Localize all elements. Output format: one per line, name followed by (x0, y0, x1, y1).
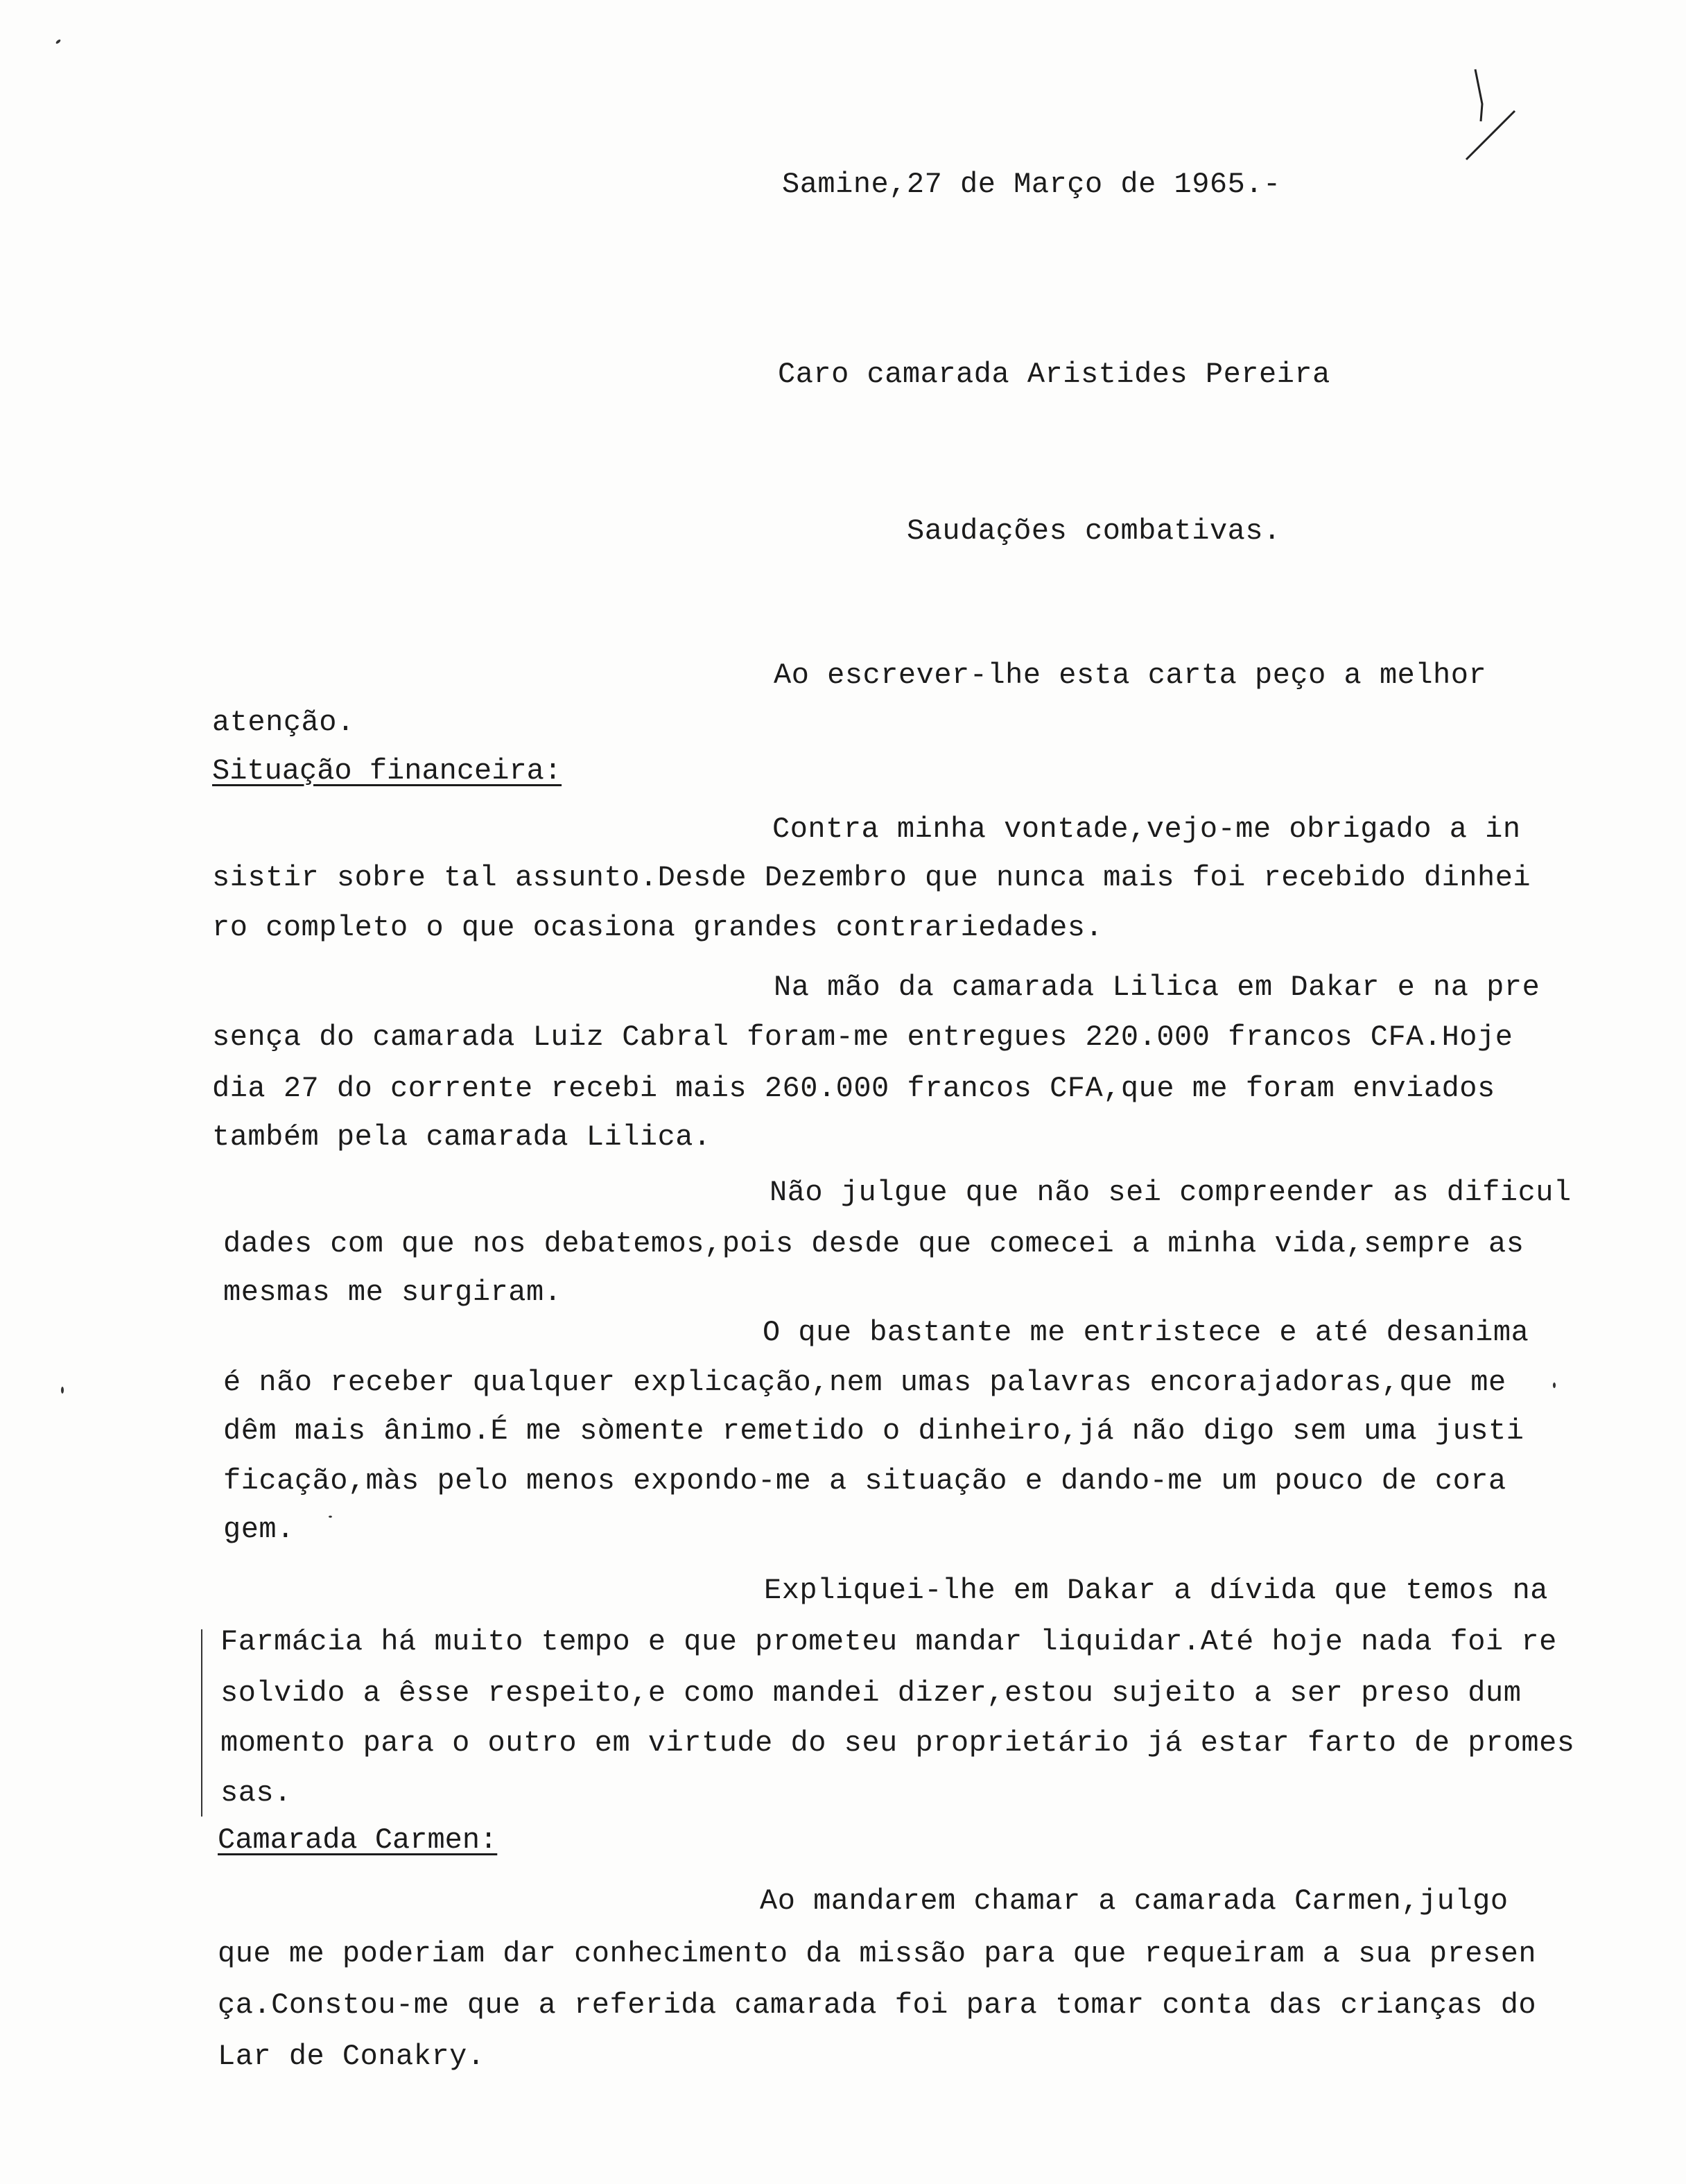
scan-speck (1553, 1383, 1556, 1388)
body-line: ro completo o que ocasiona grandes contrariedades. (212, 911, 1104, 944)
body-line: dades com que nos debatemos,pois desde que comecei a minha vida,sempre as (223, 1227, 1524, 1260)
body-line: Farmácia há muito tempo e que prometeu mandar liquidar.Até hoje nada foi re (220, 1625, 1557, 1658)
margin-bracket (201, 1629, 202, 1817)
intro-line: atenção. (212, 706, 355, 739)
body-line: gem. (223, 1513, 295, 1546)
body-line: dia 27 do corrente recebi mais 260.000 francos CFA,que me foram enviados (212, 1072, 1495, 1105)
body-line: Contra minha vontade,vejo-me obrigado a in (772, 813, 1521, 846)
intro-line: Ao escrever-lhe esta carta peço a melhor (774, 659, 1487, 692)
body-line: Na mão da camarada Lilica em Dakar e na pre (774, 971, 1540, 1004)
body-line: mesmas me surgiram. (223, 1276, 562, 1309)
letter-salutation: Caro camarada Aristides Pereira (778, 358, 1330, 391)
body-line: também pela camarada Lilica. (212, 1120, 711, 1154)
body-line: Não julgue que não sei compreender as dificul (770, 1176, 1572, 1209)
letter-greeting: Saudações combativas. (907, 514, 1281, 548)
body-line: Expliquei-lhe em Dakar a dívida que temos na (764, 1574, 1548, 1607)
body-line: ça.Constou-me que a referida camarada foi para tomar conta das crianças do (218, 1988, 1537, 2022)
scan-speck (61, 1387, 64, 1394)
body-line: dêm mais ânimo.É me sòmente remetido o dinheiro,já não digo sem uma justi (223, 1414, 1524, 1448)
body-line: sença do camarada Luiz Cabral foram-me entregues 220.000 francos CFA.Hoje (212, 1021, 1513, 1054)
body-line: Lar de Conakry. (218, 2040, 485, 2073)
scan-speck (55, 39, 62, 44)
scan-speck (329, 1516, 332, 1518)
body-line: solvido a êsse respeito,e como mandei dizer,estou sujeito a ser preso dum (220, 1676, 1522, 1710)
body-line: sas. (220, 1776, 292, 1810)
body-line: sistir sobre tal assunto.Desde Dezembro que nunca mais foi recebido dinhei (212, 861, 1531, 894)
letter-date: Samine,27 de Março de 1965.- (782, 168, 1281, 201)
section-heading-situacao-financeira: Situação financeira: (212, 754, 562, 788)
body-line: que me poderiam dar conhecimento da missão para que requeiram a sua presen (218, 1937, 1537, 1970)
body-line: ficação,màs pelo menos expondo-me a situação e dando-me um pouco de cora (223, 1464, 1506, 1498)
body-line: é não receber qualquer explicação,nem umas palavras encorajadoras,que me (223, 1366, 1506, 1399)
handwritten-page-number (1463, 62, 1518, 166)
body-line: momento para o outro em virtude do seu proprietário já estar farto de promes (220, 1726, 1575, 1760)
body-line: O que bastante me entristece e até desanima (763, 1316, 1529, 1349)
section-heading-camarada-carmen: Camarada Carmen: (218, 1823, 498, 1857)
body-line: Ao mandarem chamar a camarada Carmen,julgo (760, 1884, 1509, 1918)
